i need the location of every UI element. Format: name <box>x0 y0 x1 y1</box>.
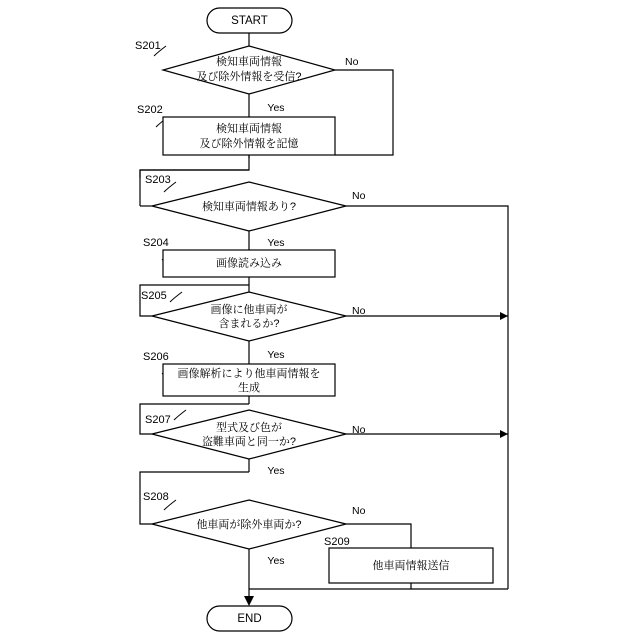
arrow-s207-no <box>500 430 508 438</box>
s203-label-line1: 検知車両情報あり? <box>201 200 297 213</box>
s201-step-id: S201 <box>135 39 161 52</box>
s205-label-line2: 含まれるか? <box>218 317 280 330</box>
s203-yes-label: Yes <box>267 236 285 249</box>
s209-label: 他車両情報送信 <box>372 559 450 572</box>
arrow-end <box>244 596 254 606</box>
node-s202 <box>137 101 335 155</box>
s207-shape <box>152 410 346 459</box>
node-s203 <box>145 174 366 249</box>
s201-no-label: No <box>345 55 359 68</box>
s207-label-line1: 型式及び色が <box>216 421 282 434</box>
s206-step-id: S206 <box>143 350 169 363</box>
start-label: START <box>231 15 268 28</box>
s205-shape <box>152 292 346 341</box>
edge-s208-no <box>346 524 411 548</box>
node-s204 <box>143 237 335 277</box>
s203-no-label: No <box>352 189 366 202</box>
s208-label: 他車両が除外車両か? <box>196 518 302 531</box>
s203-step-id: S203 <box>145 173 171 186</box>
s202-label-line2: 及び除外情報を記憶 <box>199 137 299 150</box>
s208-step-id: S208 <box>143 490 169 503</box>
node-s201 <box>135 40 359 114</box>
s207-label-line2: 盗難車両と同一か? <box>201 435 297 448</box>
edge-s203-no <box>346 206 508 589</box>
s205-no-label: No <box>352 304 366 317</box>
s207-yes-label: Yes <box>267 464 285 477</box>
s206-label-line1: 画像解析により他車両情報を <box>177 367 321 380</box>
s202-label-line1: 検知車両情報 <box>216 122 282 135</box>
arrow-s205-no <box>500 312 508 320</box>
s206-label-line2: 生成 <box>238 381 260 394</box>
node-s205 <box>141 290 366 361</box>
s207-no-label: No <box>352 423 366 436</box>
s201-yes-label: Yes <box>267 101 285 114</box>
node-s209 <box>324 536 493 583</box>
s207-step-id: S207 <box>145 413 171 426</box>
s201-label-line1: 検知車両情報 <box>216 55 282 68</box>
s205-yes-label: Yes <box>267 348 285 361</box>
s209-step-id: S209 <box>324 535 350 548</box>
s205-step-id: S205 <box>141 289 167 302</box>
s202-step-id: S202 <box>137 103 163 116</box>
leader-s205 <box>170 292 182 302</box>
s204-label: 画像読み込み <box>216 257 282 270</box>
s201-label-line2: 及び除外情報を受信? <box>196 70 302 83</box>
node-s206 <box>143 348 335 396</box>
end-label: END <box>237 613 262 626</box>
s208-yes-label: Yes <box>267 554 285 567</box>
node-end <box>207 606 292 631</box>
leader-s207 <box>174 410 186 420</box>
edge-s201-no-loop <box>335 70 393 155</box>
s208-no-label: No <box>352 504 366 517</box>
s205-label-line1: 画像に他車両が <box>210 303 288 316</box>
node-s207 <box>145 410 366 477</box>
node-start <box>207 8 292 33</box>
s204-step-id: S204 <box>143 236 169 249</box>
